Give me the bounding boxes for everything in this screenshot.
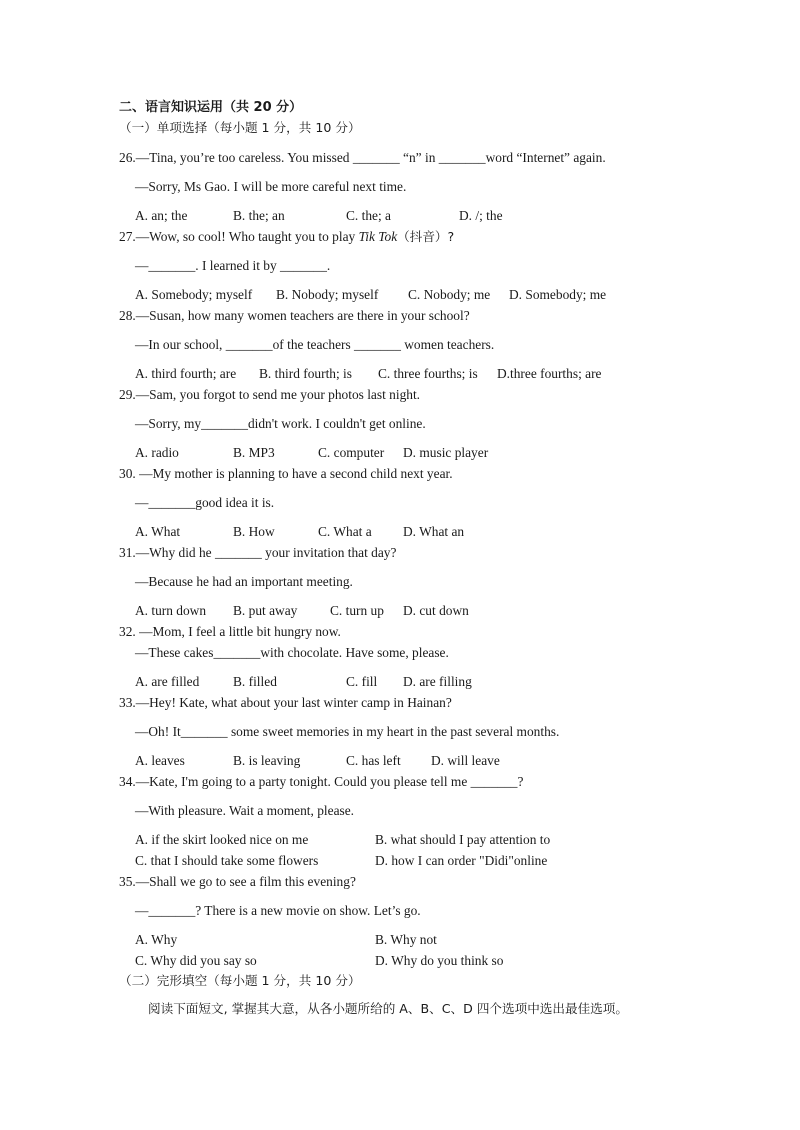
option-c: C. has left xyxy=(346,753,401,768)
option-a: A. an; the xyxy=(135,208,188,223)
option-c: C. three fourths; is xyxy=(378,366,478,381)
option-d: D. will leave xyxy=(431,753,500,768)
option-c: C. the; a xyxy=(346,208,391,223)
question-stem: 34.—Kate, I'm going to a party tonight. Could you please tell me _______? xyxy=(119,774,524,789)
option-c: C. fill xyxy=(346,674,378,689)
question-response: —In our school, _______of the teachers _______ women teachers. xyxy=(135,337,495,352)
option-d: D. cut down xyxy=(403,603,469,618)
option-d: D. /; the xyxy=(459,208,503,223)
option-a: A. Somebody; myself xyxy=(135,287,253,302)
option-c: C. that I should take some flowers xyxy=(135,853,319,868)
question-stem: 35.—Shall we go to see a film this evening? xyxy=(119,874,356,889)
question-response: —_______. I learned it by _______. xyxy=(135,258,331,273)
question-stem: 31.—Why did he _______ your invitation that day? xyxy=(119,545,397,560)
option-b: B. what should I pay attention to xyxy=(375,832,551,847)
question-response: —With pleasure. Wait a moment, please. xyxy=(135,803,355,818)
question-response: —Sorry, Ms Gao. I will be more careful next time. xyxy=(135,179,407,194)
option-d: D. Why do you think so xyxy=(375,953,504,968)
option-c: C. Why did you say so xyxy=(135,953,257,968)
option-b: B. MP3 xyxy=(233,445,275,460)
question-stem: 26.—Tina, you’re too careless. You missed _______ “n” in _______word “Internet” again. xyxy=(119,150,606,165)
option-b: B. put away xyxy=(233,603,298,618)
question-stem: 30. —My mother is planning to have a second child next year. xyxy=(119,466,453,481)
question-stem-italic: Tik Tok xyxy=(358,229,398,244)
question-response: —These cakes_______with chocolate. Have some, please. xyxy=(135,645,449,660)
option-a: A. third fourth; are xyxy=(135,366,237,381)
subsection-title-single-choice: （一）单项选择（每小题 1 分，共 10 分） xyxy=(119,120,361,135)
question-stem-text: 27.—Wow, so cool! Who taught you to play xyxy=(119,229,359,244)
subsection-title-cloze: （二）完形填空（每小题 1 分，共 10 分） xyxy=(119,973,361,988)
option-a: A. radio xyxy=(135,445,179,460)
option-b: B. filled xyxy=(233,674,277,689)
option-b: B. third fourth; is xyxy=(259,366,352,381)
question-response: —_______good idea it is. xyxy=(135,495,275,510)
option-d: D. Somebody; me xyxy=(509,287,607,302)
option-b: B. is leaving xyxy=(233,753,301,768)
question-response: —Because he had an important meeting. xyxy=(135,574,353,589)
option-a: A. turn down xyxy=(135,603,207,618)
option-c: C. computer xyxy=(318,445,385,460)
option-a: A. if the skirt looked nice on me xyxy=(135,832,309,847)
option-b: B. Why not xyxy=(375,932,437,947)
option-d: D. are filling xyxy=(403,674,472,689)
option-d: D.three fourths; are xyxy=(497,366,602,381)
option-a: A. What xyxy=(135,524,181,539)
option-c: C. Nobody; me xyxy=(408,287,491,302)
option-d: D. music player xyxy=(403,445,489,460)
option-d: D. how I can order "Didi"online xyxy=(375,853,548,868)
question-stem-tail: （抖音）? xyxy=(397,229,455,244)
option-b: B. Nobody; myself xyxy=(276,287,379,302)
question-stem xyxy=(119,230,454,244)
section-title: 二、语言知识运用（共 20 分） xyxy=(119,100,303,115)
question-stem: 28.—Susan, how many women teachers are there in your school? xyxy=(119,308,470,323)
question-stem: 33.—Hey! Kate, what about your last winter camp in Hainan? xyxy=(119,695,452,710)
question-stem: 29.—Sam, you forgot to send me your photos last night. xyxy=(119,387,421,402)
option-a: A. Why xyxy=(135,932,178,947)
option-d: D. What an xyxy=(403,524,465,539)
option-a: A. are filled xyxy=(135,674,200,689)
question-response: —Oh! It_______ some sweet memories in my heart in the past several months. xyxy=(135,724,560,739)
option-c: C. turn up xyxy=(330,603,384,618)
option-c: C. What a xyxy=(318,524,372,539)
question-response: —_______? There is a new movie on show. Let’s go. xyxy=(135,903,421,918)
option-b: B. How xyxy=(233,524,275,539)
question-stem: 32. —Mom, I feel a little bit hungry now. xyxy=(119,624,341,639)
question-response: —Sorry, my_______didn't work. I couldn't get online. xyxy=(135,416,426,431)
option-b: B. the; an xyxy=(233,208,285,223)
cloze-instruction: 阅读下面短文, 掌握其大意，从各小题所给的 A、B、C、D 四个选项中选出最佳选项。 xyxy=(148,1001,628,1016)
option-a: A. leaves xyxy=(135,753,185,768)
